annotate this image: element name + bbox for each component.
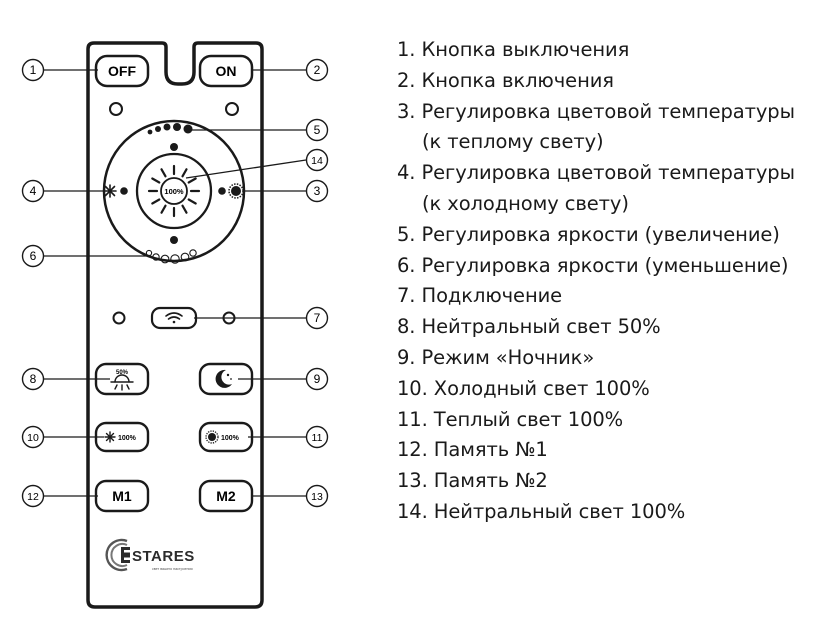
legend-item <box>397 405 795 436</box>
legend-text: 5. Регулировка яркости (увеличение) <box>397 222 780 246</box>
callout-number: 13 <box>311 491 323 503</box>
legend-item <box>397 220 795 251</box>
brightness-down-marker <box>170 236 178 244</box>
snowflake-icon[interactable] <box>104 185 116 197</box>
legend-item <box>397 435 795 466</box>
legend-continuation: (к теплому свету) <box>422 130 604 154</box>
cold-marker <box>120 187 128 195</box>
legend-text: 11. Теплый свет 100% <box>397 407 624 431</box>
connect-button[interactable] <box>152 308 196 328</box>
legend-list <box>397 35 795 528</box>
brand-tagline: свет вашего настроения <box>152 567 193 571</box>
callout-number: 12 <box>27 491 39 503</box>
legend-item <box>397 251 795 282</box>
legend-continuation: (к холодному свету) <box>422 191 629 215</box>
off-label: OFF <box>108 63 136 79</box>
callout-number: 6 <box>29 249 37 263</box>
legend-text: 2. Кнопка включения <box>397 68 614 92</box>
cold-snowflake-icon <box>105 432 115 442</box>
memory-2-button[interactable] <box>200 481 252 511</box>
warm-100-button[interactable] <box>200 423 252 451</box>
legend-text: 10. Холодный свет 100% <box>397 376 650 400</box>
brand-name: STARES <box>132 548 195 565</box>
on-button[interactable] <box>200 56 252 86</box>
legend-item <box>397 497 795 528</box>
callout-number: 9 <box>313 372 321 386</box>
legend-text: 4. Регулировка цветовой температуры <box>397 161 795 185</box>
on-label: ON <box>215 63 237 79</box>
callout-number: 1 <box>29 63 37 77</box>
brightness-up-marker <box>170 143 178 151</box>
legend-item <box>397 343 795 374</box>
legend-item <box>397 466 795 497</box>
indicator-hole-left-2 <box>114 313 125 324</box>
callout-number: 8 <box>29 372 37 386</box>
label-100-cold: 100% <box>118 435 136 442</box>
legend-text: 8. Нейтральный свет 50% <box>397 315 661 339</box>
legend-item <box>397 97 795 159</box>
label-100-warm: 100% <box>221 435 239 442</box>
legend-item <box>397 35 795 66</box>
indicator-hole-right <box>226 103 238 115</box>
legend-text: 9. Режим «Ночник» <box>397 345 595 369</box>
m2-label: M2 <box>216 488 236 504</box>
indicator-hole-left <box>110 103 122 115</box>
legend-text: 1. Кнопка выключения <box>397 38 630 61</box>
legend-item <box>397 312 795 343</box>
legend-text: 3. Регулировка цветовой температуры <box>397 99 795 123</box>
callout-number: 7 <box>313 311 321 325</box>
legend-text: 12. Память №1 <box>397 438 548 462</box>
warm-marker <box>218 187 226 195</box>
legend-item <box>397 281 795 312</box>
neutral-100-button[interactable] <box>161 178 187 204</box>
callout-number: 3 <box>313 184 321 198</box>
callout-number: 5 <box>313 123 321 137</box>
callout-number: 14 <box>311 155 323 167</box>
callout-number: 10 <box>27 432 39 444</box>
legend-text: 14. Нейтральный свет 100% <box>397 499 686 523</box>
off-button[interactable] <box>96 56 148 86</box>
m1-label: M1 <box>112 488 132 504</box>
center-label: 100% <box>164 187 184 196</box>
memory-1-button[interactable] <box>96 481 148 511</box>
legend-item <box>397 374 795 405</box>
label-50: 50% <box>115 370 129 376</box>
callout-number: 11 <box>311 432 323 444</box>
legend-text: 7. Подключение <box>397 284 563 308</box>
callout-number: 4 <box>29 184 37 198</box>
legend-text: 13. Память №2 <box>397 469 548 493</box>
legend-item <box>397 158 795 220</box>
legend-item <box>397 66 795 97</box>
callout-number: 2 <box>313 63 321 77</box>
legend-text: 6. Регулировка яркости (уменьшение) <box>397 253 789 277</box>
